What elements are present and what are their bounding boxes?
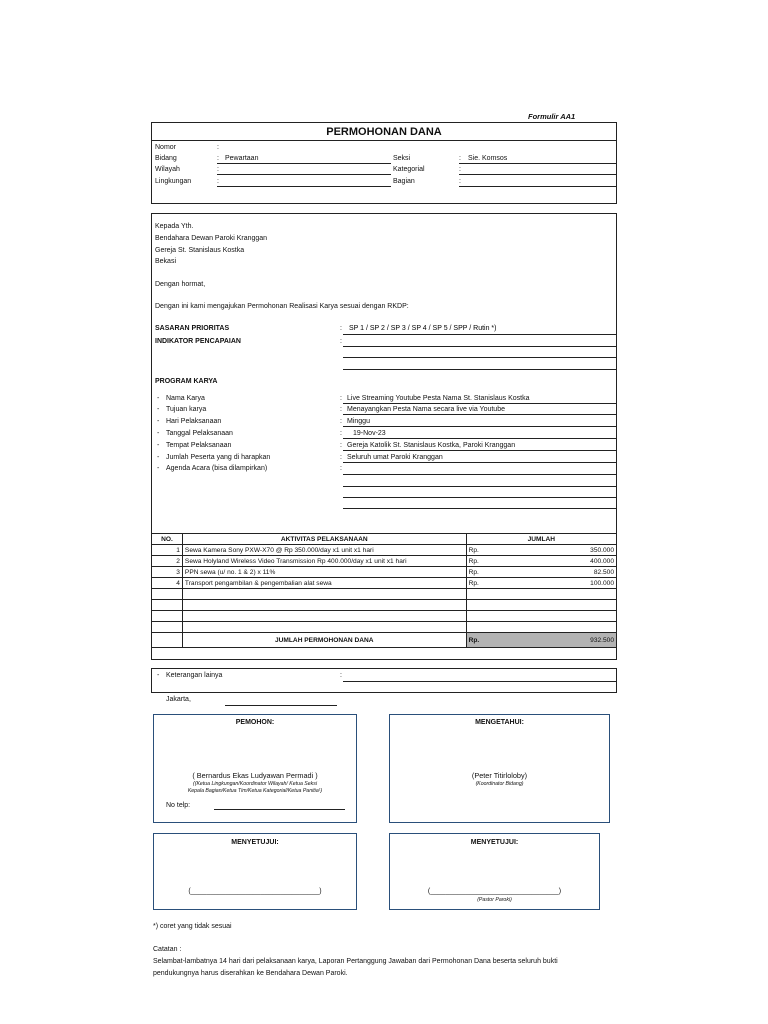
- row-amount: 400.000: [590, 557, 614, 565]
- mengetahui-name: (Peter Titirloloby): [471, 771, 528, 780]
- no-telp-line[interactable]: [214, 809, 345, 810]
- table-header-activity: AKTIVITAS PELAKSANAAN: [182, 534, 466, 545]
- field-seksi-value[interactable]: Sie. Komsos: [468, 155, 508, 162]
- row-activity[interactable]: Sewa Kamera Sony PXW-X70 @ Rp 350.000/day x1 unit x1 hari: [182, 545, 466, 556]
- catatan-line: Selambat-lambatnya 14 hari dari pelaksanaan karya, Laporan Pertanggung Jawaban dari Permohonan Dana beserta seluruh bukti: [153, 958, 558, 965]
- sasaran-label: SASARAN PRIORITAS: [155, 325, 230, 332]
- program-item-label: Agenda Acara (bisa dilampirkan): [166, 465, 268, 472]
- menyetujui-signature-line[interactable]: (_________________________________): [427, 888, 562, 895]
- row-currency: Rp.: [468, 546, 479, 554]
- row-no: 1: [152, 545, 183, 556]
- footnote: *) coret yang tidak sesuai: [153, 923, 232, 930]
- form-title: PERMOHONAN DANA: [326, 126, 442, 138]
- mengetahui-box: [389, 714, 610, 823]
- row-amount: 100.000: [590, 579, 614, 587]
- program-item-label: Tanggal Pelaksanaan: [166, 430, 233, 437]
- keterangan-label: Keterangan lainya: [166, 672, 223, 679]
- table-row-empty: [152, 611, 617, 622]
- row-amount-cell[interactable]: [466, 556, 616, 567]
- total-amount: 932.500: [590, 636, 614, 644]
- sasaran-value[interactable]: SP 1 / SP 2 / SP 3 / SP 4 / SP 5 / SPP / Rutin *): [349, 325, 497, 332]
- table-row: [152, 556, 617, 567]
- intro-text: Dengan ini kami mengajukan Permohonan Realisasi Karya sesuai dengan RKDP:: [155, 303, 409, 310]
- pemohon-box: [153, 714, 357, 823]
- field-nomor-label: Nomor: [155, 144, 177, 151]
- pemohon-name: ( Bernardus Ekas Ludyawan Permadi ): [192, 771, 318, 780]
- program-item-value[interactable]: Live Streaming Youtube Pesta Nama St. Stanislaus Kostka: [347, 395, 530, 402]
- menyetujui-title: MENYETUJUI:: [470, 839, 519, 846]
- row-currency: Rp.: [468, 568, 479, 576]
- table-header-no: NO.: [152, 534, 183, 545]
- address-line: Kepada Yth.: [155, 223, 194, 230]
- row-amount: 82.500: [593, 568, 614, 576]
- table-row-empty: [152, 600, 617, 611]
- row-activity[interactable]: Sewa Holyland Wireless Video Transmission Rp 400.000/day x1 unit x1 hari: [182, 556, 466, 567]
- address-line: Gereja St. Stanislaus Kostka: [155, 247, 245, 254]
- row-activity[interactable]: Transport pengambilan & pengembalian alat sewa: [182, 578, 466, 589]
- row-amount: 350.000: [590, 546, 614, 554]
- total-label: JUMLAH PERMOHONAN DANA: [182, 633, 466, 648]
- row-currency: Rp.: [468, 557, 479, 565]
- table-row: [152, 578, 617, 589]
- row-no: 2: [152, 556, 183, 567]
- pemohon-role: ((Ketua Lingkungan/Koordinator Wilayah/ Ketua Seksi: [193, 781, 317, 787]
- program-label: PROGRAM KARYA: [155, 378, 218, 385]
- field-bidang-value[interactable]: Pewartaan: [225, 155, 259, 162]
- activity-table: [151, 533, 617, 648]
- program-item-label: Tujuan karya: [166, 406, 207, 413]
- row-amount-cell[interactable]: [466, 545, 616, 556]
- field-seksi-label: Seksi: [393, 155, 411, 162]
- program-item-value[interactable]: Minggu: [347, 418, 370, 425]
- program-item-label: Tempat Pelaksanaan: [166, 442, 232, 449]
- mengetahui-title: MENGETAHUI:: [475, 719, 524, 726]
- greeting: Dengan hormat,: [155, 281, 206, 288]
- row-no: 3: [152, 567, 183, 578]
- program-item-label: Nama Karya: [166, 395, 205, 402]
- program-item-value[interactable]: 19-Nov-23: [353, 430, 386, 437]
- pemohon-role-2: Kepala Bagian/Ketua Tim/Ketua Kategorial/Ketua Panitia¹): [187, 788, 323, 794]
- address-line: Bendahara Dewan Paroki Kranggan: [155, 235, 268, 242]
- pemohon-title: PEMOHON:: [235, 719, 275, 726]
- table-row-empty: [152, 589, 617, 600]
- city-label: Jakarta,: [166, 696, 191, 703]
- field-bidang-label: Bidang: [155, 155, 177, 162]
- table-row-empty: [152, 622, 617, 633]
- table-header-amount: JUMLAH: [466, 534, 616, 545]
- no-telp-label: No telp:: [166, 802, 191, 809]
- indikator-label: INDIKATOR PENCAPAIAN: [155, 338, 241, 345]
- row-no: 4: [152, 578, 183, 589]
- menyetujui-box-1: [153, 833, 357, 910]
- menyetujui-box-2: [389, 833, 600, 910]
- program-item-label: Jumlah Peserta yang di harapkan: [166, 454, 271, 461]
- row-amount-cell[interactable]: [466, 578, 616, 589]
- menyetujui-signature-line[interactable]: (_________________________________): [188, 888, 322, 895]
- catatan-line: pendukungnya harus diserahkan ke Bendahara Dewan Paroki.: [153, 970, 348, 977]
- mengetahui-role: (Koordinator Bidang): [475, 781, 524, 787]
- field-bagian-label: Bagian: [393, 178, 415, 185]
- program-item-label: Hari Pelaksanaan: [166, 418, 222, 425]
- total-currency: Rp.: [468, 636, 480, 644]
- field-kategorial-label: Kategorial: [393, 166, 425, 173]
- menyetujui-title: MENYETUJUI:: [231, 839, 279, 846]
- total-amount-cell: [466, 633, 616, 648]
- table-total-row: [152, 633, 617, 648]
- row-currency: Rp.: [468, 579, 479, 587]
- table-row: [152, 545, 617, 556]
- row-amount-cell[interactable]: [466, 567, 616, 578]
- field-wilayah-label: Wilayah: [155, 166, 180, 173]
- field-lingkungan-label: Lingkungan: [155, 178, 192, 185]
- program-item-value[interactable]: Gereja Katolik St. Stanislaus Kostka, Paroki Kranggan: [347, 442, 516, 449]
- catatan-label: Catatan :: [153, 946, 182, 953]
- address-line: Bekasi: [155, 258, 177, 265]
- program-item-value[interactable]: Seluruh umat Paroki Kranggan: [347, 454, 443, 461]
- form-code: Formulir AA1: [528, 112, 576, 121]
- row-activity[interactable]: PPN sewa (u/ no. 1 & 2) x 11%: [182, 567, 466, 578]
- date-line[interactable]: [225, 705, 337, 706]
- program-item-value[interactable]: Menayangkan Pesta Nama secara live via Youtube: [347, 406, 505, 413]
- pastor-role: (Pastor Paroki): [477, 897, 512, 903]
- keterangan-line[interactable]: [343, 681, 616, 682]
- table-row: [152, 567, 617, 578]
